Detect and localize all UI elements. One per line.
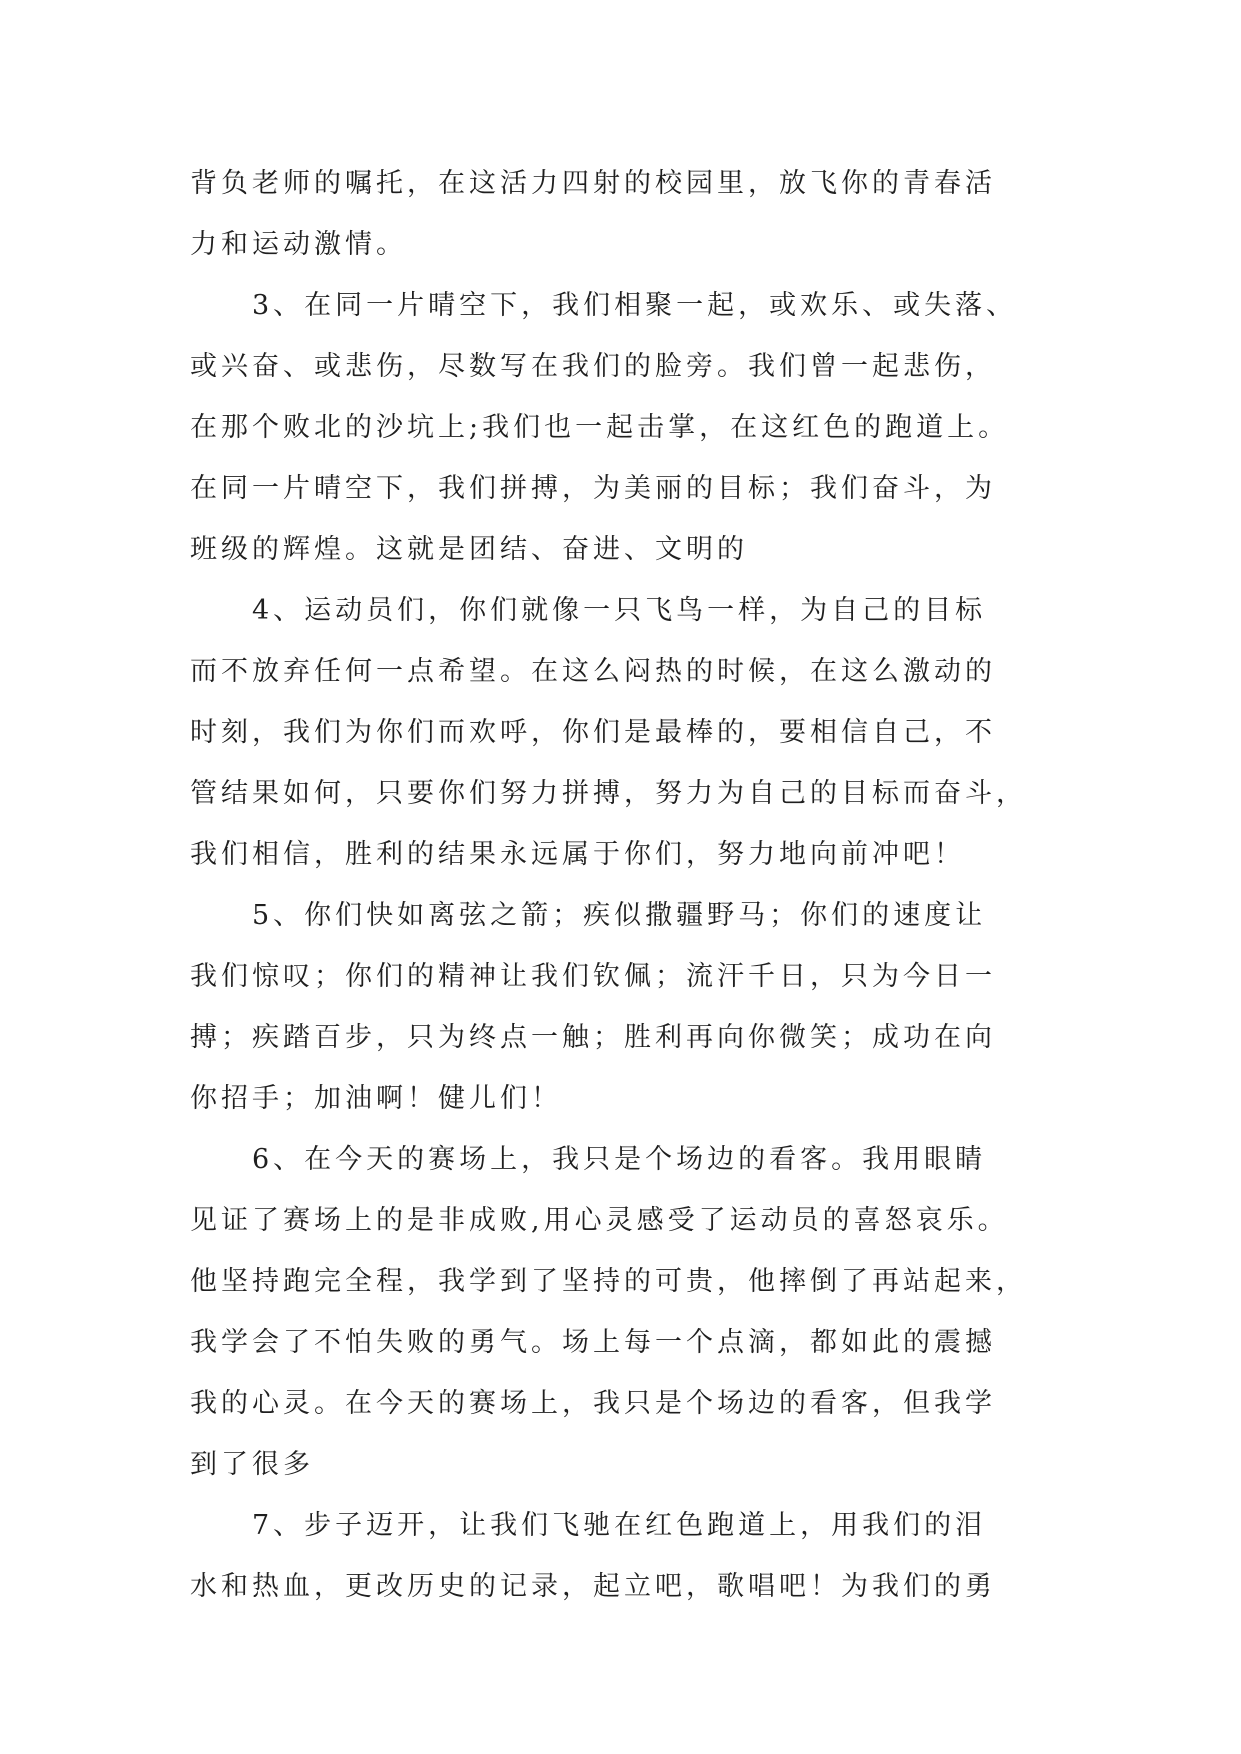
text-line: 5、你们快如离弦之箭；疾似撒疆野马；你们的速度让 (252, 900, 987, 931)
text-line: 3、在同一片晴空下，我们相聚一起，或欢乐、或失落、 (252, 290, 1018, 321)
text-line: 搏；疾踏百步，只为终点一触；胜利再向你微笑；成功在向 (190, 1022, 996, 1053)
text-line: 而不放弃任何一点希望。在这么闷热的时候，在这么激动的 (190, 656, 996, 687)
text-line: 我们惊叹；你们的精神让我们钦佩；流汗千日，只为今日一 (190, 961, 996, 992)
text-line: 背负老师的嘱托，在这活力四射的校园里，放飞你的青春活 (190, 168, 996, 199)
text-line: 你招手；加油啊！健儿们！ (190, 1083, 562, 1114)
text-line: 到了很多 (190, 1449, 314, 1480)
text-line: 班级的辉煌。这就是团结、奋进、文明的 (190, 534, 748, 565)
text-line: 管结果如何，只要你们努力拼搏，努力为自己的目标而奋斗， (190, 778, 1027, 809)
text-line: 时刻，我们为你们而欢呼，你们是最棒的，要相信自己，不 (190, 717, 996, 748)
text-line: 6、在今天的赛场上，我只是个场边的看客。我用眼睛 (252, 1144, 987, 1175)
text-line: 7、步子迈开，让我们飞驰在红色跑道上，用我们的泪 (252, 1510, 987, 1541)
text-line: 在那个败北的沙坑上;我们也一起击掌，在这红色的跑道上。 (190, 412, 1010, 443)
text-line: 我学会了不怕失败的勇气。场上每一个点滴，都如此的震撼 (190, 1327, 996, 1358)
text-line: 我的心灵。在今天的赛场上，我只是个场边的看客，但我学 (190, 1388, 996, 1419)
text-line: 4、运动员们，你们就像一只飞鸟一样，为自己的目标 (252, 595, 987, 626)
text-line: 力和运动激情。 (190, 229, 407, 260)
text-line: 在同一片晴空下，我们拼搏，为美丽的目标；我们奋斗，为 (190, 473, 996, 504)
text-line: 水和热血，更改历史的记录，起立吧，歌唱吧！为我们的勇 (190, 1571, 996, 1602)
text-line: 我们相信，胜利的结果永远属于你们，努力地向前冲吧！ (190, 839, 965, 870)
text-line: 或兴奋、或悲伤，尽数写在我们的脸旁。我们曾一起悲伤， (190, 351, 996, 382)
text-line: 他坚持跑完全程，我学到了坚持的可贵，他摔倒了再站起来， (190, 1266, 1027, 1297)
text-line: 见证了赛场上的是非成败,用心灵感受了运动员的喜怒哀乐。 (190, 1205, 1009, 1236)
